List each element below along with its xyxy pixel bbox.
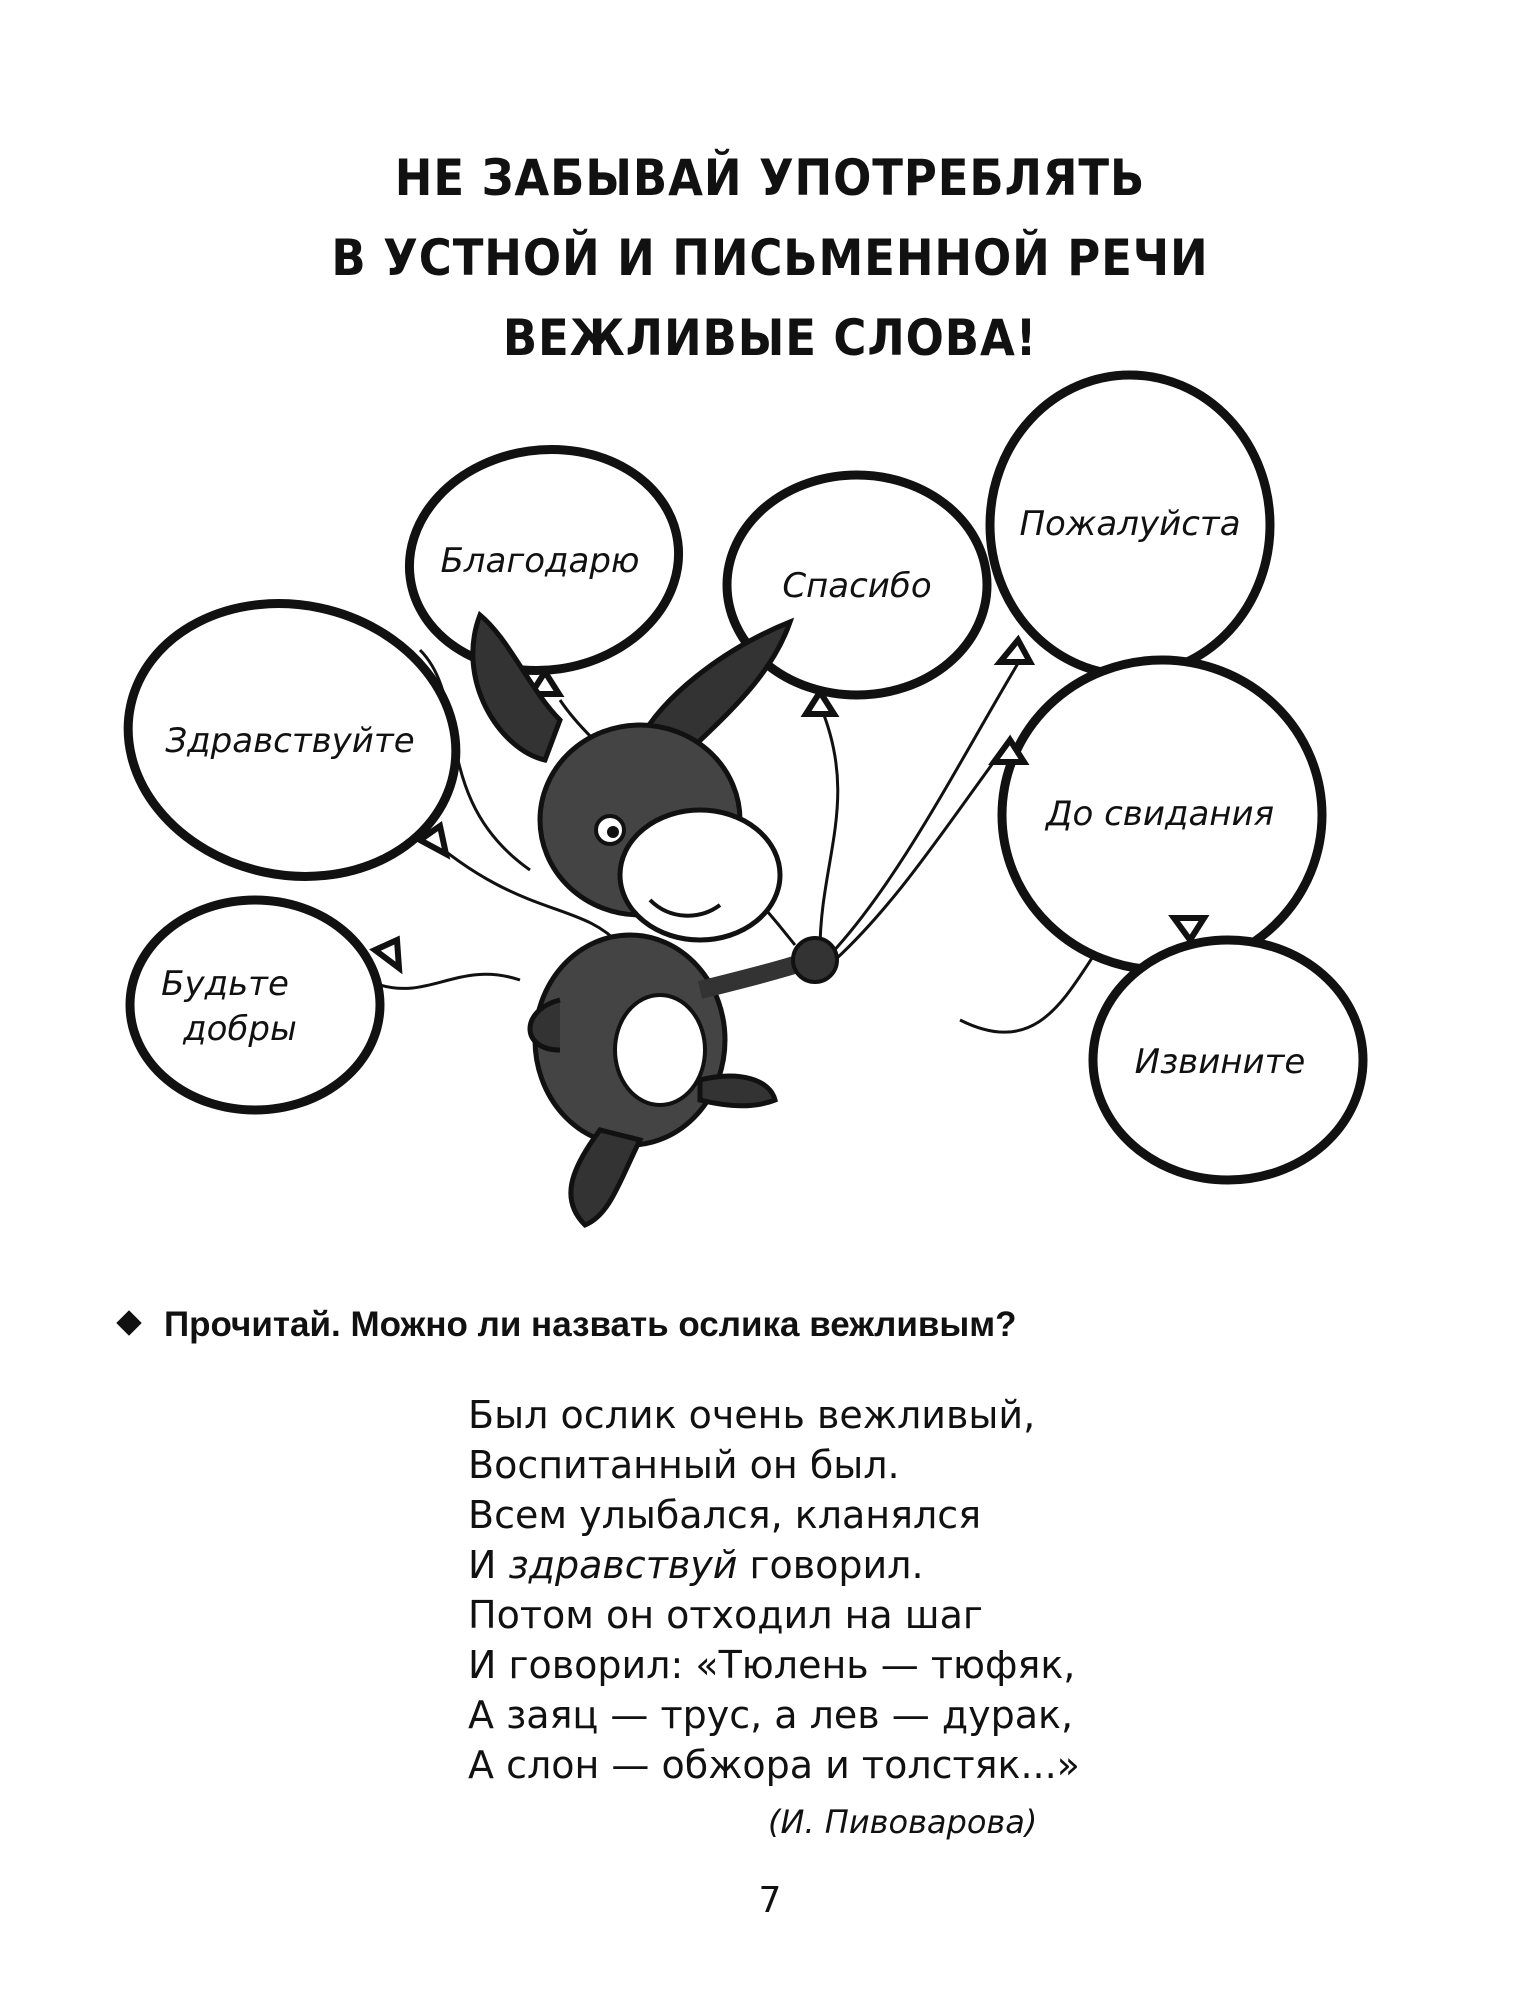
balloon-label-izvinite: Извините xyxy=(1134,1042,1306,1082)
balloon-label-do-svidaniya: До свидания xyxy=(1045,794,1275,834)
poem-line-3: Всем улыбался, кланялся xyxy=(468,1493,982,1537)
page-number: 7 xyxy=(758,1880,782,1921)
poem-line-7: А заяц — трус, а лев — дурак, xyxy=(468,1693,1074,1737)
balloon-blagodaryu xyxy=(395,432,693,694)
balloon-pozhaluysta xyxy=(990,375,1270,675)
balloon-label-spasibo: Спасибо xyxy=(782,566,932,606)
poem-line-4-a: И xyxy=(468,1543,509,1587)
balloon-label-zdravstvuyte: Здравствуйте xyxy=(165,721,415,761)
poem-line-2: Воспитанный он был. xyxy=(468,1443,900,1487)
title-line-2: В УСТНОЙ И ПИСЬМЕННОЙ РЕЧИ xyxy=(331,229,1209,287)
task-text: Прочитай. Можно ли назвать ослика вежливым? xyxy=(164,1305,1017,1344)
title-line-3: ВЕЖЛИВЫЕ СЛОВА! xyxy=(502,309,1038,367)
donkey-icon xyxy=(473,615,837,1225)
page-title xyxy=(77,138,1463,378)
title-line-1: НЕ ЗАБЫВАЙ УПОТРЕБЛЯТЬ xyxy=(394,149,1146,207)
poem-line-5: Потом он отходил на шаг xyxy=(468,1593,983,1637)
task-instruction xyxy=(120,1305,1017,1345)
balloon-budte-dobry xyxy=(130,900,399,1110)
poem-author: (И. Пивоварова) xyxy=(768,1803,1038,1841)
poem-line-4-em: здравствуй xyxy=(508,1543,738,1587)
balloon-label-blagodaryu: Благодарю xyxy=(440,541,640,581)
poem-line-6: И говорил: «Тюлень — тюфяк, xyxy=(468,1643,1076,1687)
balloon-label-budte-2: добры xyxy=(183,1009,297,1049)
poem-line-8: А слон — обжора и толстяк...» xyxy=(468,1743,1080,1787)
poem-line-4 xyxy=(468,1540,1080,1590)
balloon-label-budte-1: Будьте xyxy=(161,964,289,1004)
balloon-do-svidaniya xyxy=(994,660,1322,970)
poem-line-4-b: говорил. xyxy=(737,1543,924,1587)
donkey-balloons-illustration xyxy=(0,360,1540,1240)
balloon-spasibo xyxy=(727,475,987,714)
diamond-bullet-icon xyxy=(116,1310,141,1335)
balloon-label-pozhaluysta: Пожалуйста xyxy=(1019,504,1241,544)
poem-line-1: Был ослик очень вежливый, xyxy=(468,1393,1036,1437)
poem xyxy=(468,1390,1080,1790)
